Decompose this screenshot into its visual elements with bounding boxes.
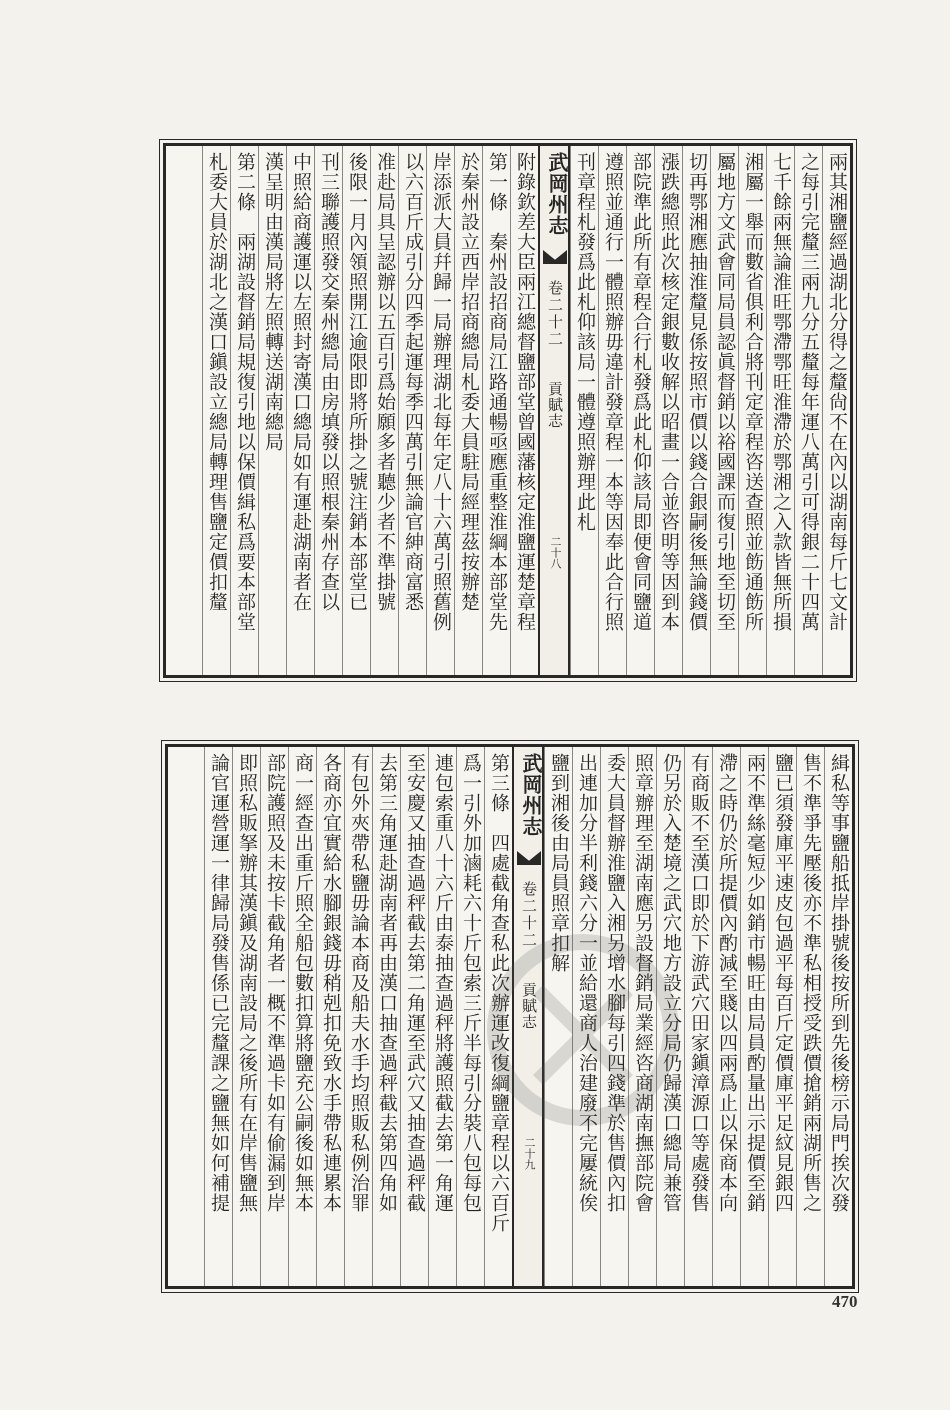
text-column: 論官運營運一律歸局發售係已完釐課之鹽無如何補提 [204,747,232,1286]
text-column: 遵照並通行一體照辦毋違計發章程一本等因奉此合行照 [598,146,626,675]
text-column: 部院護照及未按卡截角者一概不準過卡如有偷漏到岸 [260,747,288,1286]
text-column: 刊三聯護照發交秦州總局由房填發以照根秦州存查以 [314,146,342,675]
text-column: 連包索重八十六斤由泰抽查過秤將護照截去第一角運 [428,747,456,1286]
fold-section: 貢賦志 [546,381,564,429]
text-column: 仍另於入楚境之武穴地方設立分局仍歸漢口總局兼管 [656,747,684,1286]
text-column: 准赴局具呈認辦以五百引爲始願多者聽少者不準掛號 [370,146,398,675]
text-column: 各商亦宜實給水腳銀錢毋稍剋扣免致水手帶私連累本 [316,747,344,1286]
fold-column [512,747,544,1286]
text-column: 附錄欽差大臣兩江總督鹽部堂曾國藩核定淮鹽運楚章程 [510,146,538,675]
text-column: 以六百斤成引分四季起運每季四萬引無論官紳商富悉 [398,146,426,675]
text-column: 有商販不至漢口即於下游武穴田家鎭漳源口等處發售 [684,747,712,1286]
text-column: 岸添派大員幷歸一局辦理湖北每年定八十六萬引照舊例 [426,146,454,675]
text-column: 切再鄂湘應抽淮釐見係按照市價以錢合銀嗣後無論錢價 [682,146,710,675]
fish-tail-mark [543,250,567,264]
text-column: 札委大員於湖北之漢口鎭設立總局轉理售鹽定價扣釐 [202,146,230,675]
fold-section: 貢賦志 [520,982,538,1030]
text-column: 屬地方文武會同局員認眞督銷以裕國課而復引地至切至 [710,146,738,675]
fold-sheet-number: 二十九 [523,1137,536,1170]
fold-volume: 卷二十二 [546,280,564,348]
fold-title: 武岡州志 [519,753,543,837]
text-column: 漲跌總照此次核定銀數收解以昭畫一合並咨明等因到本 [654,146,682,675]
text-column: 至安慶又抽查過秤截去第二角運至武穴又抽查過秤截 [400,747,428,1286]
text-column: 七千餘兩無論淮旺鄂滯鄂旺淮滯於鄂湘之入款皆無所損 [766,146,794,675]
text-column: 後限一月內領照開江逾限即將所掛之號注銷本部堂已 [342,146,370,675]
top-text-columns [166,146,850,675]
text-column: 第一條 秦州設招商局江路通暢亟應重整淮綱本部堂先 [482,146,510,675]
text-column: 鹽已須發庫平速皮包過平每百斤定價庫平足紋見銀四 [768,747,796,1286]
fish-tail-mark [517,851,541,865]
text-column: 中照給商護運以左照封寄漢口總局如有運赴湖南者在 [286,146,314,675]
text-column: 出連加分半利錢六分一並給還商人治建廢不完屢統俟 [572,747,600,1286]
text-column: 刊章程札發爲此札仰該局一體遵照辦理此札 [570,146,598,675]
bottom-text-columns [168,747,852,1286]
text-column: 去第三角運赴湖南者再由漢口抽查過秤截去第四角如 [372,747,400,1286]
text-column: 商一經查出重斤照全船包數扣算將鹽充公嗣後如無本 [288,747,316,1286]
fold-title: 武岡州志 [545,152,569,236]
text-column: 緝私等事鹽船抵岸掛號後按所到先後榜示局門挨次發 [824,747,852,1286]
top-half-page [163,143,853,678]
text-column: 之每引完釐三兩九分五釐每年運八萬引可得銀二十四萬 [794,146,822,675]
text-column: 鹽到湘後由局員照章扣解 [544,747,572,1286]
fold-sheet-number: 二十八 [549,536,562,569]
text-column: 售不準爭先壓後亦不準私相授受跌價搶銷兩湖所售之 [796,747,824,1286]
text-column: 有包外夾帶私鹽毋論本商及船夫水手均照販私例治罪 [344,747,372,1286]
text-column: 委大員督辦淮鹽入湘另增水腳每引四錢準於售價內扣 [600,747,628,1286]
text-column: 漢呈明由漢局將左照轉送湖南總局 [258,146,286,675]
text-column: 爲一引外加滷耗六十斤包索三斤半每引分裝八包每包 [456,747,484,1286]
text-column: 第三條 四處截角查私此次辦運改復綱鹽章程以六百斤 [484,747,512,1286]
text-column: 兩其湘鹽經過湖北分得之釐尙不在內以湖南每斤七文計 [822,146,850,675]
text-column: 部院準此所有章程合行札發爲此札仰該局即便會同鹽道 [626,146,654,675]
text-column: 照章辦理至湖南應另設督銷局業經咨商湖南撫部院會 [628,747,656,1286]
text-column: 第二條 兩湖設督銷局規復引地以保價緝私爲要本部堂 [230,146,258,675]
text-column: 兩不準絲毫短少如銷市暢旺由局員酌量出示提價至銷 [740,747,768,1286]
fold-volume: 卷二十二 [520,881,538,949]
bottom-half-page [165,744,855,1289]
text-column: 滯之時仍於所提價內酌減至賤以四兩爲止以保商本向 [712,747,740,1286]
text-column: 即照私販拏辦其漢鎭及湖南設局之後所有在岸售鹽無 [232,747,260,1286]
page-number: 470 [832,1292,858,1311]
fold-column [538,146,570,675]
text-column: 於秦州設立西岸招商總局札委大員駐局經理茲按辦楚 [454,146,482,675]
text-column: 湘屬一舉而數省俱利合將刊定章程咨送查照並飭通飭所 [738,146,766,675]
